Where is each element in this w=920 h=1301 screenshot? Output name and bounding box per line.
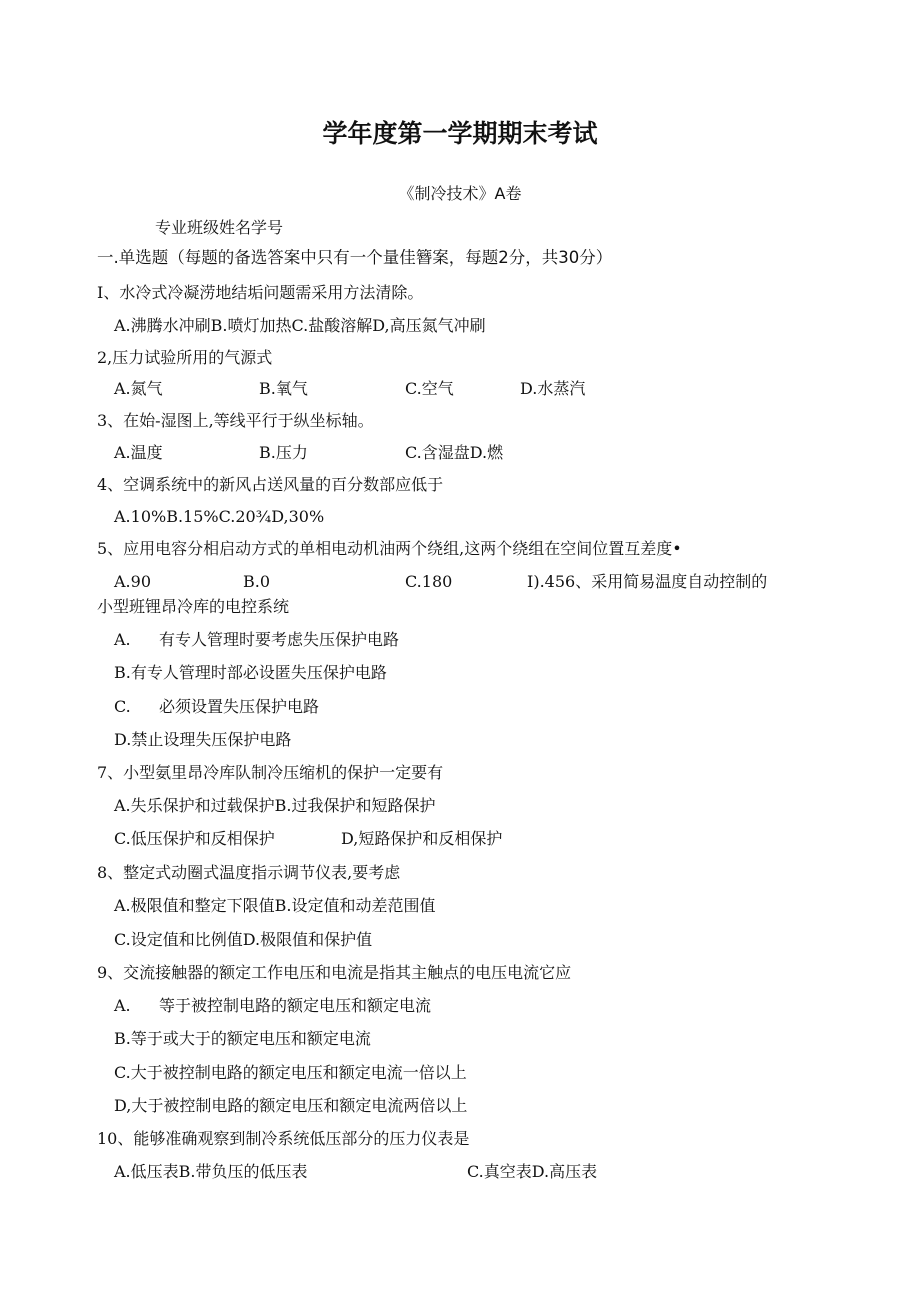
question-6-option-d: D.禁止设理失压保护电路	[114, 730, 292, 749]
question-7-stem: 7、小型氨里昂冷库队制冷压缩机的保护一定要有	[97, 763, 444, 782]
question-3-stem: 3、在始-湿图上,等线平行于纵坐标轴。	[97, 411, 374, 430]
option-c: C.空气	[405, 379, 454, 398]
question-9-option-b: B.等于或大于的额定电压和额定电流	[114, 1029, 371, 1048]
option-c: C.低压保护和反相保护	[114, 829, 275, 848]
question-9-stem: 9、交流接触器的额定工作电压和电流是指其主触点的电压电流它应	[97, 963, 572, 982]
option-text: 必须设置失压保护电路	[159, 697, 320, 716]
option-cd: C.真空表D.高压表	[467, 1162, 598, 1181]
question-8-options-ab: A.极限值和整定下限值B.设定值和动差范围值	[114, 896, 436, 915]
question-7-options-ab: A.失乐保护和过载保护B.过我保护和短路保护	[114, 796, 436, 815]
option-a: A.温度	[114, 443, 163, 462]
student-info-line: 专业班级姓名学号	[155, 218, 284, 237]
question-6-option-b: B.有专人管理时部必设匿失压保护电路	[114, 663, 387, 682]
option-label: A.	[114, 996, 131, 1015]
question-8-options-cd: C.设定值和比例值D.极限值和保护值	[114, 930, 373, 949]
option-b: B.0	[243, 572, 271, 591]
section-heading: 一.单选题（每题的备选答案中只有一个量佳簪案，每题2分，共30分）	[97, 248, 613, 267]
question-4-options: A.10%B.15%C.20¾D,30%	[114, 507, 325, 526]
option-ab: A.低压表B.带负压的低压表	[114, 1162, 308, 1181]
option-text: 有专人管理时要考虑失压保护电路	[159, 630, 400, 649]
option-d: D.水蒸汽	[520, 379, 586, 398]
option-cd: C.含湿盘D.燃	[405, 443, 504, 462]
option-a: A.氮气	[114, 379, 163, 398]
question-8-stem: 8、整定式动圈式温度指示调节仪表,要考虑	[97, 863, 401, 882]
question-9-option-c: C.大于被控制电路的额定电压和额定电流一倍以上	[114, 1063, 467, 1082]
option-d: D,短路保护和反相保护	[341, 829, 503, 848]
option-d-merged: I).456、采用简易温度自动控制的	[527, 572, 768, 591]
question-6-stem-continued: 小型班锂昂冷库的电控系统	[97, 597, 290, 616]
question-4-stem: 4、空调系统中的新风占送风量的百分数部应低于	[97, 475, 444, 494]
exam-subtitle: 《制冷技术》A卷	[398, 184, 522, 203]
option-c: C.180	[405, 572, 453, 591]
option-label: A.	[114, 630, 131, 649]
exam-title: 学年度第一学期期末考试	[322, 119, 598, 148]
option-label: C.	[114, 697, 131, 716]
option-b: B.压力	[259, 443, 308, 462]
question-5-stem: 5、应用电容分相启动方式的单相电动机油两个绕组,这两个绕组在空间位置互差度•	[97, 539, 682, 558]
question-1-stem: I、水冷式冷凝涝地结垢问题需采用方法清除。	[97, 283, 424, 302]
question-10-stem: 10、能够准确观察到制冷系统低压部分的压力仪表是	[97, 1129, 470, 1148]
question-1-options: A.沸腾水冲刷B.喷灯加热C.盐酸溶解D,高压氮气冲刷	[114, 316, 486, 335]
question-9-option-d: D,大于被控制电路的额定电压和额定电流两倍以上	[114, 1096, 468, 1115]
option-b: B.氧气	[259, 379, 308, 398]
question-2-stem: 2,压力试验所用的气源式	[97, 348, 273, 367]
option-a: A.90	[114, 572, 151, 591]
option-text: 等于被控制电路的额定电压和额定电流	[159, 996, 432, 1015]
